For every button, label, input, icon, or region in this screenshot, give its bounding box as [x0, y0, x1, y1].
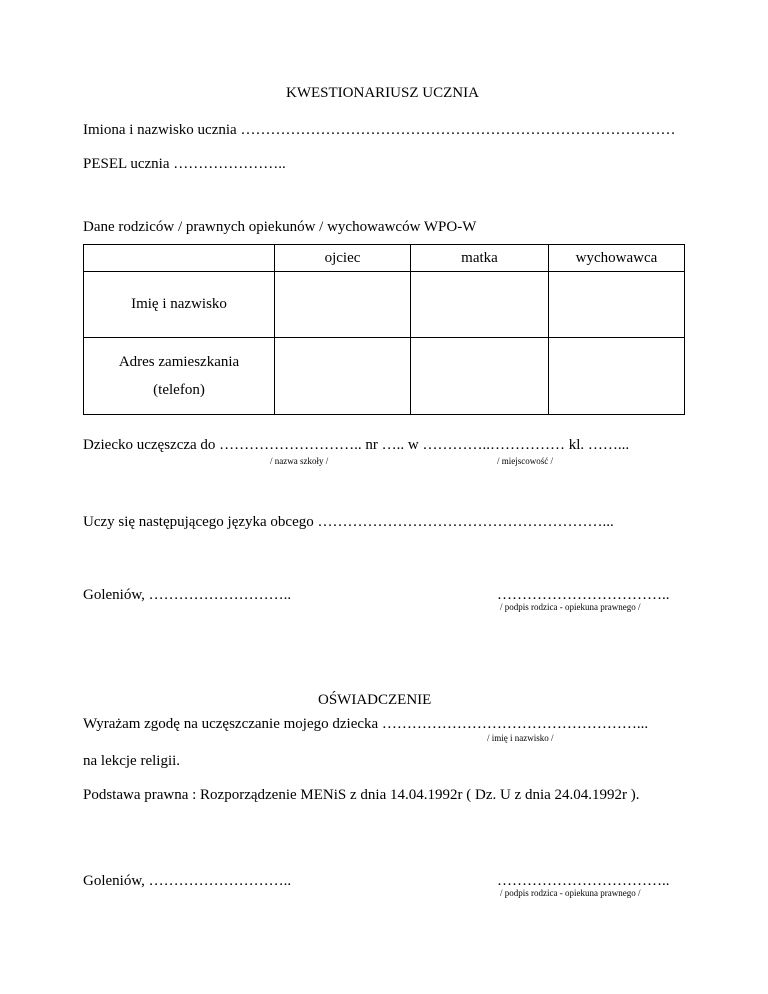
table-header-guardian: wychowawca [549, 245, 685, 272]
table-header-empty [84, 245, 275, 272]
student-name-field: Imiona i nazwisko ucznia …………………………………………………………………………… [83, 122, 676, 138]
signature-line-1: …………………………….. [497, 587, 670, 603]
parents-table [83, 244, 685, 415]
child-name-hint: / imię i nazwisko / [487, 733, 554, 743]
cell-mother-address[interactable] [411, 338, 549, 415]
declaration-title: OŚWIADCZENIE [318, 692, 432, 708]
row-label-address-line1: Adres zamieszkania [118, 354, 240, 370]
table-header-mother: matka [411, 245, 549, 272]
row-label-address [84, 338, 275, 415]
cell-guardian-name[interactable] [549, 272, 685, 338]
pesel-field: PESEL ucznia ………………….. [83, 156, 286, 172]
school-field: Dziecko uczęszcza do ……………………….. nr ….. w …………..…………… kl. ……... [83, 437, 630, 453]
table-header-father: ojciec [275, 245, 411, 272]
cell-mother-name[interactable] [411, 272, 549, 338]
cell-father-name[interactable] [275, 272, 411, 338]
signature-hint-2: / podpis rodzica - opiekuna prawnego / [500, 888, 641, 898]
form-title: KWESTIONARIUSZ UCZNIA [286, 85, 479, 101]
parents-heading: Dane rodziców / prawnych opiekunów / wychowawców WPO-W [83, 219, 477, 235]
legal-basis: Podstawa prawna : Rozporządzenie MENiS z dnia 14.04.1992r ( Dz. U z dnia 24.04.1992r ). [83, 787, 640, 803]
religion-text: na lekcje religii. [83, 753, 181, 769]
signature-line-2: …………………………….. [497, 873, 670, 889]
place-date-2: Goleniów, ……………………….. [83, 873, 292, 889]
cell-guardian-address[interactable] [549, 338, 685, 415]
language-field: Uczy się następującego języka obcego …………………………………………………... [83, 514, 614, 530]
row-label-address-line2: (telefon) [153, 382, 205, 398]
school-place-hint: / miejscowość / [497, 456, 553, 466]
place-date-1: Goleniów, ……………………….. [83, 587, 292, 603]
signature-hint-1: / podpis rodzica - opiekuna prawnego / [500, 602, 641, 612]
consent-field: Wyrażam zgodę na uczęszczanie mojego dziecka ……………………………………………... [83, 716, 649, 732]
school-name-hint: / nazwa szkoły / [270, 456, 329, 466]
cell-father-address[interactable] [275, 338, 411, 415]
row-label-name: Imię i nazwisko [84, 272, 275, 338]
